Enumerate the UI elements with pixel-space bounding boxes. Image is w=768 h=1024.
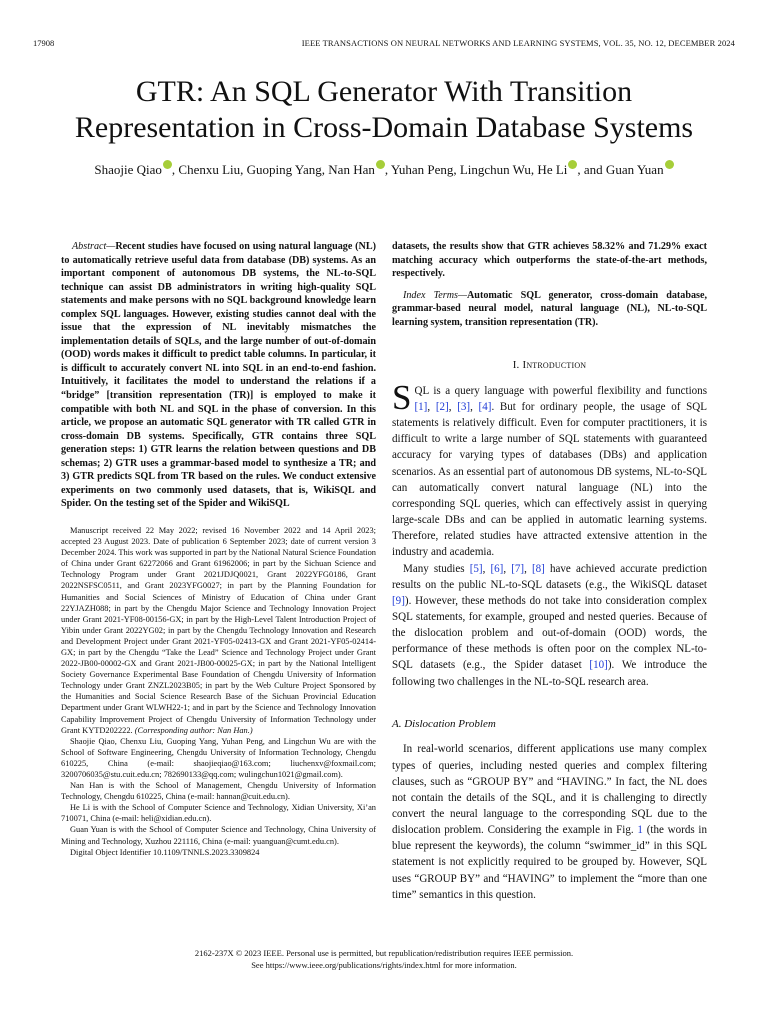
index-terms-lead: Index Terms— xyxy=(403,289,467,301)
title-line-2: Representation in Cross-Domain Database Systems xyxy=(74,111,694,144)
dislocation-paragraph: In real-world scenarios, different applications use many complex types of queries, including nested queries and complex filtering clauses, such as “GROUP BY” and “HAVING.” In fact, the NL does not contain the details of the SQL, and it is challenging to directly convert the neural language to the corresponding SQL due to the dislocation problem. Considering the example in Fig. 1 (the words in blue represent the keywords), the column “swimmer_id” in this SQL statement is not explicitly required to be grouped by. However, SQL uses “GROUP BY” and “HAVING” to implement the “more than one time” semantics in this question. xyxy=(392,743,707,901)
citation-link[interactable]: [5] xyxy=(469,562,483,575)
citation-link[interactable]: [4] xyxy=(478,400,492,413)
copyright-line-2: See https://www.ieee.org/publications/rights/index.html for more information. xyxy=(251,959,517,970)
intro-paragraph-1: SQL is a query language with powerful flexibility and functions [1], [2], [3], [4]. But for ordinary people, the usage of SQL statements is relatively difficult. Even for computer practitioners, it is difficult to write a large number of SQL statements with guaranteed accuracy for varying types of databases (DBs) and application scenarios. As an essential part of autonomous DB systems, NL-to-SQL can automatically convert natural language (NL) into the corresponding SQL queries, which can effectively assist in querying large-scale DBs and can be applied in automatic learning systems. Therefore, related studies have attracted extensive attention in the industry and academia. xyxy=(392,377,707,559)
citation-link[interactable]: [2] xyxy=(435,400,449,413)
citation-link[interactable]: [10] xyxy=(589,659,608,672)
abstract xyxy=(61,240,376,511)
abstract-lead: Abstract— xyxy=(72,241,116,252)
footnote-affiliation: He Li is with the School of Computer Science and Technology, Xidian University, Xi’an 710071, China (e-mail: heli@xidian.edu.cn). xyxy=(61,803,376,824)
footnote-affiliation: Nan Han is with the School of Management, Chengdu University of Information Technology, Chengdu 610225, China (e-mail: hannan@cuit.edu.cn). xyxy=(61,781,376,802)
citation-link[interactable]: [1] xyxy=(414,400,428,413)
citation-link[interactable]: [3] xyxy=(457,400,471,413)
journal-header: IEEE TRANSACTIONS ON NEURAL NETWORKS AND LEARNING SYSTEMS, VOL. 35, NO. 12, DECEMBER 2024 xyxy=(301,38,735,48)
citation-link[interactable]: [7] xyxy=(511,562,525,575)
author-text: , Chenxu Liu, Guoping Yang, Nan Han xyxy=(171,162,375,177)
orcid-icon[interactable] xyxy=(163,160,172,169)
citation-link[interactable]: [6] xyxy=(490,562,504,575)
title-line-1: GTR: An SQL Generator With Transition xyxy=(135,75,633,108)
index-terms-text: Automatic SQL generator, cross-domain database, grammar-based neural model, natural language (NL), NL-to-SQL learning system, transition representation (TR). xyxy=(392,289,708,328)
citation-link[interactable]: [8] xyxy=(531,562,545,575)
citation-link[interactable]: [9] xyxy=(392,594,405,607)
footnote-affiliation: Shaojie Qiao, Chenxu Liu, Guoping Yang, Yuhan Peng, and Lingchun Wu are with the School of Software Engineering, Chengdu University of Information Technology, Chengdu 610225, China (e-mail: shaojieqiao@163.com; liuchenxv@foxmail.com; 3200706035@stu.cuit.edu.cn; 782690133@qq.com; wulingchun1021@gmail.com). xyxy=(61,736,376,779)
abstract-text: Recent studies have focused on using natural language (NL) to automatically retrieve useful data from database (DB) systems. As an important component of autonomous DB systems, the NL-to-SQL technique can assist DB administrators in writing high-quality SQL statements and make persons with no SQL background knowledge learn complex SQL languages. However, existing studies cannot deal with the issue that the expression of NL inevitably mismatches the implementation details of SQLs, and the large number of out-of-domain (OOD) words makes it difficult to predict table columns. In particular, it is difficult to accurately convert NL into SQL in an end-to-end fashion. Intuitively, it facilitates the model to understand the relations if a “bridge” [transition representation (TR)] is employed to make it compatible with both NL and SQL in the phase of conversion. In this article, we propose an automatic SQL generator with TR called GTR in cross-domain DB systems. Specifically, GTR contains three SQL generation steps: 1) GTR learns the relation between questions and DB schemas; 2) GTR uses a grammar-based model to synthesize a TR; and 3) GTR predicts SQL from TR based on the rules. We conduct extensive experiments on two commonly used datasets, that is, WikiSQL and Spider. On the testing set of the Spider and WikiSQL xyxy=(61,241,376,510)
author-list xyxy=(30,160,738,179)
author-text: , Yuhan Peng, Lingchun Wu, He Li xyxy=(384,162,568,177)
page-number: 17908 xyxy=(33,38,55,48)
section-heading-introduction: I. Introduction xyxy=(512,359,587,372)
copyright-notice xyxy=(0,948,768,971)
left-column xyxy=(61,240,376,858)
footnote-affiliation: Guan Yuan is with the School of Computer Science and Technology, China University of Mining and Technology, Xuzhou 221116, China (e-mail: yuanguan@cumt.edu.cn). xyxy=(61,825,376,846)
footnote-funding: Manuscript received 22 May 2022; revised 16 November 2022 and 14 April 2023; accepted 23 August 2023. Date of publication 6 September 2023; date of current version 3 December 2024. This work was supported in part by the National Natural Science Foundation of China under Grant 62272066 and Grant 61962006; in part by the Sichuan Science and Technology Program under Grant 2021JDJQ0021, Grant 2022YFG0186, Grant 2022NSFSC0511, and Grant 2023YFG0027; in part by the Planning Foundation for Humanities and Social Sciences of Ministry of Education of China under Grant 22YJAZH088; in part by the Chengdu Major Science and Technology Innovation Project under Grant 2021-YF08-00156-GX; in part by the High-Level Talent Introduction Project of Yibin under Grant 2022YG02; in part by the Chengdu Technology Innovation and Research and Development Project under Grant 2021-YF05-02413-GX and Grant 2021-YF05-02414-GX; in part by the Chengdu “Take the Lead” Science and Technology Project under Grant 2022-JB00-00002-GX and Grant 2021-JB00-00025-GX; in part by the National Intelligent Society Governance Experimental Base Foundation of Chengdu University of Information Technology under Grant ZNZL2023B05; in part by the Web Culture Project Sponsored by the Humanities and Social Science Research Base of the Sichuan Provincial Education Department under Grant WLWH22-1; and in part by the Science and Technology Innovation Capability Improvement Project of Chengdu University of Information Technology under Grant KYTD202222. (Corresponding author: Nan Han.) xyxy=(61,525,376,735)
corresponding-author: (Corresponding author: Nan Han.) xyxy=(134,725,253,735)
right-column xyxy=(392,240,707,903)
introduction-body xyxy=(392,377,707,903)
figure-link[interactable]: 1 xyxy=(637,824,643,837)
index-terms xyxy=(392,289,707,330)
subsection-heading-dislocation: A. Dislocation Problem xyxy=(392,717,496,730)
footnotes xyxy=(61,525,376,858)
copyright-line-1: 2162-237X © 2023 IEEE. Personal use is permitted, but republication/redistribution requires IEEE permission. xyxy=(194,948,574,958)
abstract-continued: datasets, the results show that GTR achieves 58.32% and 71.29% exact matching accuracy which outperforms the state-of-the-art methods, respectively. xyxy=(392,241,707,280)
intro-paragraph-2: Many studies [5], [6], [7], [8] have achieved accurate prediction results on the public NL-to-SQL datasets (e.g., the WikiSQL dataset [9]). However, these methods do not take into consideration complex SQL statements, for example, grouped and nested queries. Because of the dislocation problem and out-of-domain (OOD) words, the performance of these methods is often poor on the complex NL-to-SQL datasets (e.g., the Spider dataset [10]). We introduce the following two challenges in the NL-to-SQL research area. xyxy=(392,562,707,688)
drop-cap: S xyxy=(392,377,412,417)
footnote-doi: Digital Object Identifier 10.1109/TNNLS.2023.3309824 xyxy=(70,847,260,857)
author-text: , and Guan Yuan xyxy=(577,162,664,177)
orcid-icon[interactable] xyxy=(665,160,674,169)
author-text: Shaojie Qiao xyxy=(94,162,162,177)
paper-title xyxy=(40,74,728,146)
orcid-icon[interactable] xyxy=(376,160,385,169)
